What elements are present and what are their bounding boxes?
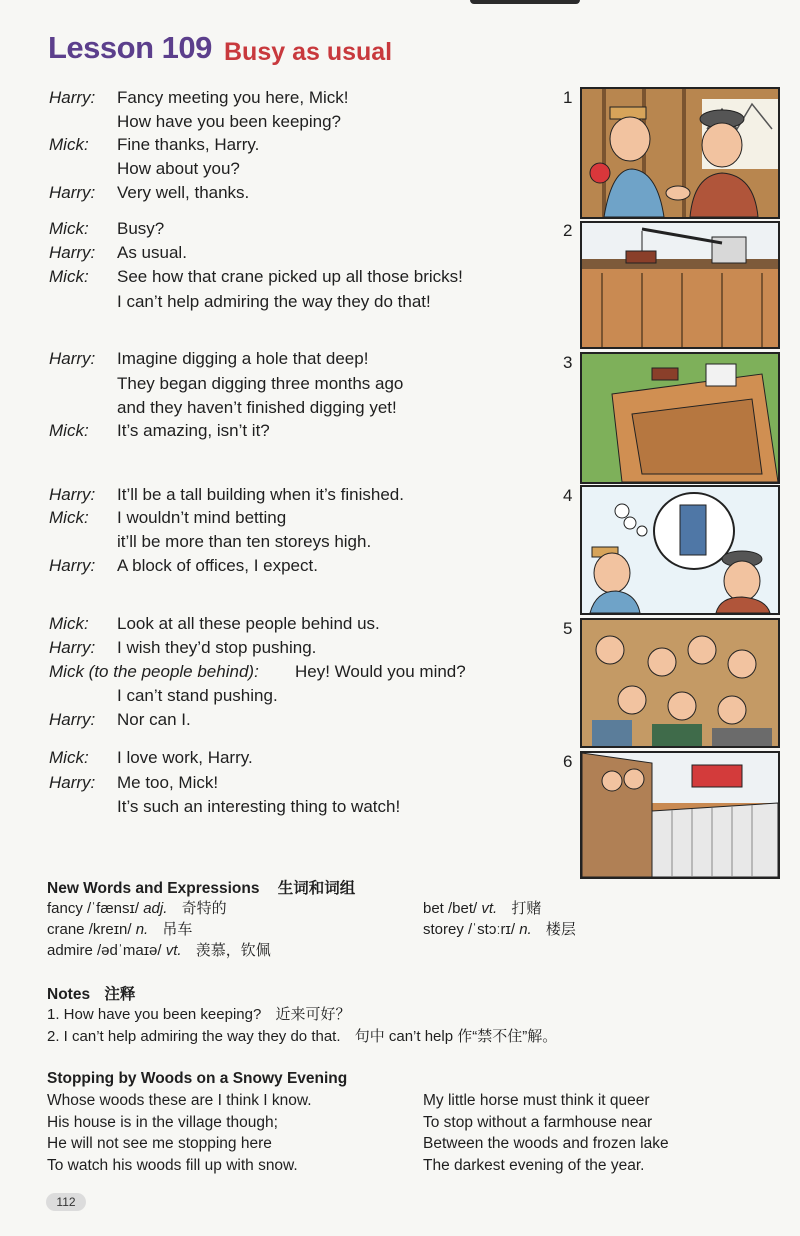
vocab-item: [423, 897, 541, 918]
vocab-pos: vt.: [165, 942, 182, 959]
dialogue-line: Look at all these people behind us.: [117, 614, 380, 633]
page-number: 112: [46, 1193, 86, 1211]
dialogue-line: I wish they’d stop pushing.: [117, 638, 317, 657]
poem-line: He will not see me stopping here: [47, 1135, 272, 1152]
dialogue-line: It’s such an interesting thing to watch!: [117, 797, 401, 816]
show-through-ghost-text: [520, 38, 527, 69]
speaker: Harry:: [49, 485, 96, 504]
dialogue-line: I can’t help admiring the way they do that!: [117, 292, 431, 311]
poem-line: The darkest evening of the year.: [423, 1156, 645, 1174]
dialogue-line: I can’t stand pushing.: [117, 686, 278, 705]
vocab-pos: n.: [519, 921, 532, 938]
speaker: Mick:: [49, 508, 89, 527]
vocab-heading-en: New Words and Expressions: [47, 880, 260, 897]
poem-line: To stop without a farmhouse near: [423, 1113, 653, 1131]
dialogue-line: it’ll be more than ten storeys high.: [117, 532, 372, 551]
poem-line: My little horse must think it queer: [423, 1092, 650, 1109]
dialogue-line: I wouldn’t mind betting: [117, 508, 287, 527]
dialogue-line: Fine thanks, Harry.: [117, 135, 260, 154]
lesson-title: Busy as usual: [224, 38, 393, 66]
speaker: Harry:: [49, 710, 96, 729]
panel-number: 5: [563, 619, 573, 638]
vocab-pos: vt.: [481, 900, 498, 917]
notes-heading-cn: 注释: [104, 986, 136, 1003]
poem-line: To watch his woods fill up with snow.: [47, 1156, 298, 1174]
panel-number: 1: [563, 88, 573, 107]
speaker: Mick:: [49, 748, 89, 767]
top-tab-marker: [470, 0, 580, 4]
vocab-word: storey /ˈstɔːrɪ/: [423, 921, 516, 938]
speaker: Harry:: [49, 773, 96, 792]
vocab-heading-cn: 生词和词组: [277, 880, 356, 897]
dialogue-line: Very well, thanks.: [117, 183, 250, 202]
dialogue-line: Fancy meeting you here, Mick!: [117, 88, 349, 107]
vocab-cn: 羡慕，钦佩: [195, 942, 271, 959]
panel-thinking-illustration: [580, 485, 780, 615]
vocab-cn: 吊车: [162, 921, 193, 938]
dialogue-line: See how that crane picked up all those bricks!: [117, 267, 463, 286]
poem-title: Stopping by Woods on a Snowy Evening: [47, 1070, 348, 1087]
vocab-word: fancy /ˈfænsɪ/: [47, 900, 140, 917]
poem-right-stanza: [423, 1090, 669, 1176]
dialogue-line: As usual.: [117, 243, 187, 262]
note-en: 2. I can’t help admiring the way they do that.: [47, 1028, 341, 1045]
dialogue-line: Busy?: [117, 219, 165, 238]
dialogue-line: Hey! Would you mind?: [295, 662, 466, 681]
vocab-pos: adj.: [143, 900, 168, 917]
poem-left-stanza: [47, 1090, 312, 1176]
dialogue-line: Imagine digging a hole that deep!: [117, 349, 369, 368]
dialogue-line: Me too, Mick!: [117, 773, 219, 792]
dialogue-line: Nor can I.: [117, 710, 191, 729]
panel-number: 2: [563, 221, 573, 240]
dialogue-line: It’ll be a tall building when it’s finished.: [117, 485, 404, 504]
panel-number: 3: [563, 353, 573, 372]
speaker: Mick:: [49, 421, 89, 440]
note-item: [47, 1025, 557, 1046]
speaker: Mick:: [49, 614, 89, 633]
speaker: Harry:: [49, 349, 96, 368]
notes-heading: [47, 982, 135, 1004]
note-item: [47, 1003, 351, 1024]
panel-fence-illustration: [580, 751, 780, 879]
dialogue-line: It’s amazing, isn’t it?: [117, 421, 270, 440]
vocab-word: crane /kreɪn/: [47, 921, 132, 938]
panel-excavation-illustration: [580, 352, 780, 484]
vocab-word: bet /bet/: [423, 900, 478, 917]
vocab-item: [47, 939, 271, 960]
panel-number: 4: [563, 486, 573, 505]
dialogue-line: They began digging three months ago: [117, 374, 404, 393]
poem-line: His house is in the village though;: [47, 1113, 278, 1131]
dialogue-line: How have you been keeping?: [117, 112, 341, 131]
panel-crowd-illustration: [580, 618, 780, 748]
vocab-item: [47, 897, 227, 918]
dialogue-line: How about you?: [117, 159, 240, 178]
vocab-cn: 楼层: [545, 921, 576, 938]
note-cn: 句中 can’t help 作“禁不住”解。: [354, 1028, 558, 1045]
poem-line: Between the woods and frozen lake: [423, 1135, 669, 1152]
speaker: Mick:: [49, 267, 89, 286]
vocab-cn: 奇特的: [181, 900, 227, 917]
panel-crane-illustration: [580, 221, 780, 349]
notes-heading-en: Notes: [47, 986, 91, 1003]
panel-number: 6: [563, 752, 573, 771]
speaker: Harry:: [49, 88, 96, 107]
dialogue-line: I love work, Harry.: [117, 748, 253, 767]
vocab-item: [423, 918, 576, 939]
vocab-cn: 打赌: [511, 900, 542, 917]
speaker: Mick:: [49, 135, 89, 154]
speaker: Harry:: [49, 243, 96, 262]
lesson-number: Lesson 109: [48, 30, 212, 65]
vocab-pos: n.: [135, 921, 149, 938]
vocab-word: admire /ədˈmaɪə/: [47, 942, 162, 959]
vocab-item: [47, 918, 192, 939]
note-en: 1. How have you been keeping?: [47, 1006, 262, 1023]
dialogue-line: and they haven’t finished digging yet!: [117, 398, 397, 417]
vocab-heading: [47, 876, 355, 898]
speaker: Mick:: [49, 219, 89, 238]
note-cn: 近来可好？: [275, 1006, 351, 1023]
speaker: Harry:: [49, 183, 96, 202]
speaker: Harry:: [49, 556, 96, 575]
panel-handshake-illustration: [580, 87, 780, 219]
poem-line: Whose woods these are I think I know.: [47, 1092, 312, 1109]
dialogue-line: A block of offices, I expect.: [117, 556, 318, 575]
speaker: Harry:: [49, 638, 96, 657]
speaker: Mick (to the people behind):: [49, 662, 259, 681]
